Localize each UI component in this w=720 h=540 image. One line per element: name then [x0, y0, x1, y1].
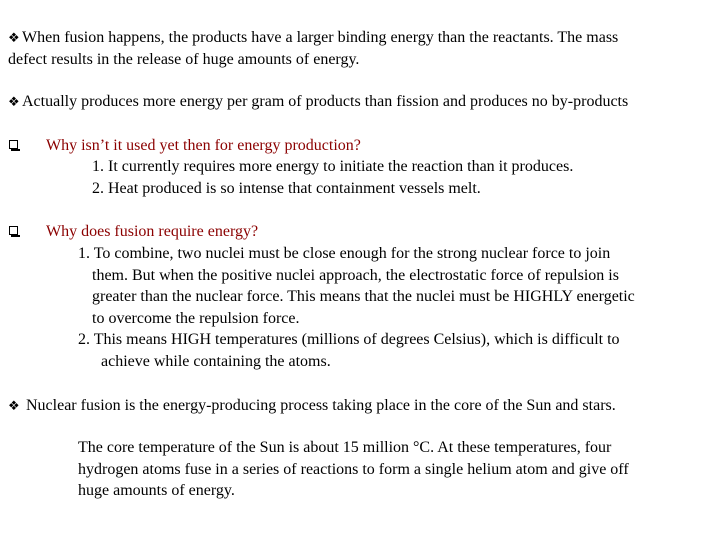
answer-line: 1. To combine, two nuclei must be close enough for the strong nuclear force to join [78, 245, 611, 262]
answer-item: 1. It currently requires more energy to initiate the reaction than it produces. [92, 158, 574, 175]
answer-list-fusion-energy [78, 243, 635, 372]
answer-line: to overcome the repulsion force. [92, 309, 300, 327]
answer-line: achieve while containing the atoms. [101, 352, 331, 370]
paragraph-line: When fusion happens, the products have a larger binding energy than the reactants. The mass [22, 29, 619, 46]
question-energy-production [46, 135, 361, 157]
paragraph-line: Actually produces more energy per gram of products than fission and produces no by-products [22, 93, 629, 110]
diamond-bullet-icon: ❖ [8, 30, 20, 45]
energy-per-gram-paragraph [8, 91, 628, 113]
answer-list-energy-production [92, 156, 573, 199]
question-heading: Why isn’t it used yet then for energy production? [46, 137, 361, 154]
answer-line: them. But when the positive nuclei approach, the electrostatic force of repulsion is [92, 266, 619, 284]
diamond-bullet-icon: ❖ [8, 398, 20, 413]
nuclear-fusion-sun-paragraph [8, 395, 616, 417]
answer-item: 2. Heat produced is so intense that containment vessels melt. [92, 179, 481, 197]
fusion-binding-energy-paragraph [8, 27, 618, 70]
paragraph-line: defect results in the release of huge amounts of energy. [8, 50, 360, 68]
diamond-bullet-icon: ❖ [8, 94, 20, 109]
checkbox-bullet-icon [9, 226, 18, 235]
paragraph-line: hydrogen atoms fuse in a series of reactions to form a single helium atom and give off [78, 460, 629, 478]
question-heading: Why does fusion require energy? [46, 223, 259, 240]
checkbox-bullet-icon [9, 140, 18, 149]
paragraph-line: The core temperature of the Sun is about 15 million °C. At these temperatures, four [78, 439, 612, 456]
answer-line: 2. This means HIGH temperatures (millions of degrees Celsius), which is difficult to [78, 331, 620, 348]
question-fusion-energy [46, 221, 258, 243]
sun-core-temperature-paragraph [78, 437, 629, 502]
paragraph-line: Nuclear fusion is the energy-producing process taking place in the core of the Sun and stars. [26, 397, 616, 414]
paragraph-line: huge amounts of energy. [78, 482, 235, 499]
answer-line: greater than the nuclear force. This means that the nuclei must be HIGHLY energetic [92, 288, 635, 305]
